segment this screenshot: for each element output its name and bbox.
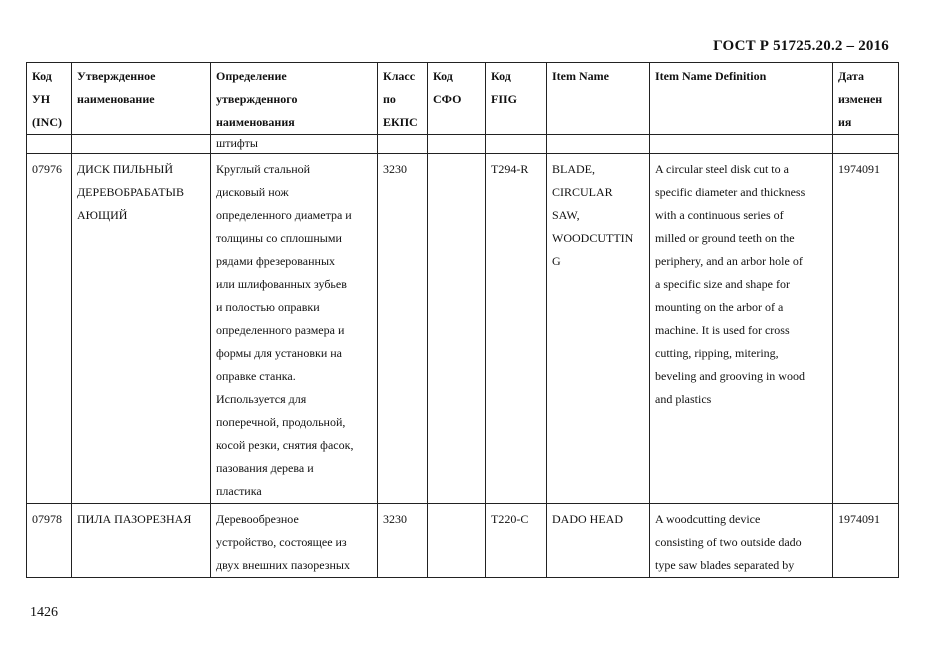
table-cell-inc: 07976 [27, 154, 72, 504]
column-header-fiig-code: Код FIIG [486, 63, 547, 135]
table-row [27, 504, 899, 578]
table-cell [486, 135, 547, 154]
table-cell-definition: Деревообрезное устройство, состоящее из двух внешних пазорезных [211, 504, 378, 578]
table-cell-item-name: BLADE, CIRCULAR SAW, WOODCUTTIN G [547, 154, 650, 504]
table-header-row [27, 63, 899, 135]
table-cell [650, 135, 833, 154]
column-header-sfo-code: Код СФО [428, 63, 486, 135]
table-cell-sfo-code [428, 504, 486, 578]
table-cell-change-date: 1974091 [833, 504, 899, 578]
table-cell-approved-name: ПИЛА ПАЗОРЕЗНАЯ [72, 504, 211, 578]
column-header-inc: Код УН (INC) [27, 63, 72, 135]
table-cell-approved-name: ДИСК ПИЛЬНЫЙ ДЕРЕВОБРАБАТЫВ АЮЩИЙ [72, 154, 211, 504]
column-header-ekps-class: Класс по ЕКПС [378, 63, 428, 135]
table-cell [27, 135, 72, 154]
column-header-change-date: Дата изменен ия [833, 63, 899, 135]
table-row-continuation [27, 135, 899, 154]
table-cell [72, 135, 211, 154]
standard-designation: ГОСТ Р 51725.20.2 – 2016 [713, 38, 889, 54]
table-cell-sfo-code [428, 154, 486, 504]
column-header-definition: Определение утвержденного наименования [211, 63, 378, 135]
table-cell-ekps-class: 3230 [378, 154, 428, 504]
table-cell-definition: штифты [211, 135, 378, 154]
table-cell [378, 135, 428, 154]
table-cell-fiig-code: T294-R [486, 154, 547, 504]
column-header-item-name: Item Name [547, 63, 650, 135]
column-header-approved-name: Утвержденное наименование [72, 63, 211, 135]
table-cell-definition: Круглый стальной дисковый нож определенного диаметра и толщины со сплошными рядами фрезерованных или шлифованных зубьев и полостью оправки определенного размера и формы для установки на оправке станка. Используется для поперечной, продольной, косой резки, снятия фасок, пазования дерева и пластика [211, 154, 378, 504]
table-cell-inc: 07978 [27, 504, 72, 578]
table-cell-item-definition: A woodcutting device consisting of two outside dado type saw blades separated by [650, 504, 833, 578]
table-cell-fiig-code: T220-C [486, 504, 547, 578]
table-row [27, 154, 899, 504]
table-cell [833, 135, 899, 154]
table-cell [428, 135, 486, 154]
column-header-item-definition: Item Name Definition [650, 63, 833, 135]
table-cell-item-definition: A circular steel disk cut to a specific diameter and thickness with a continuous series of milled or ground teeth on the periphery, and an arbor hole of a specific size and shape for mounting on the arbor of a machine. It is used for cross cutting, ripping, mitering, beveling and grooving in wood and plastics [650, 154, 833, 504]
table-cell [547, 135, 650, 154]
table-cell-ekps-class: 3230 [378, 504, 428, 578]
classification-table [26, 62, 899, 578]
page-number: 1426 [30, 605, 58, 620]
table-cell-item-name: DADO HEAD [547, 504, 650, 578]
table-cell-change-date: 1974091 [833, 154, 899, 504]
